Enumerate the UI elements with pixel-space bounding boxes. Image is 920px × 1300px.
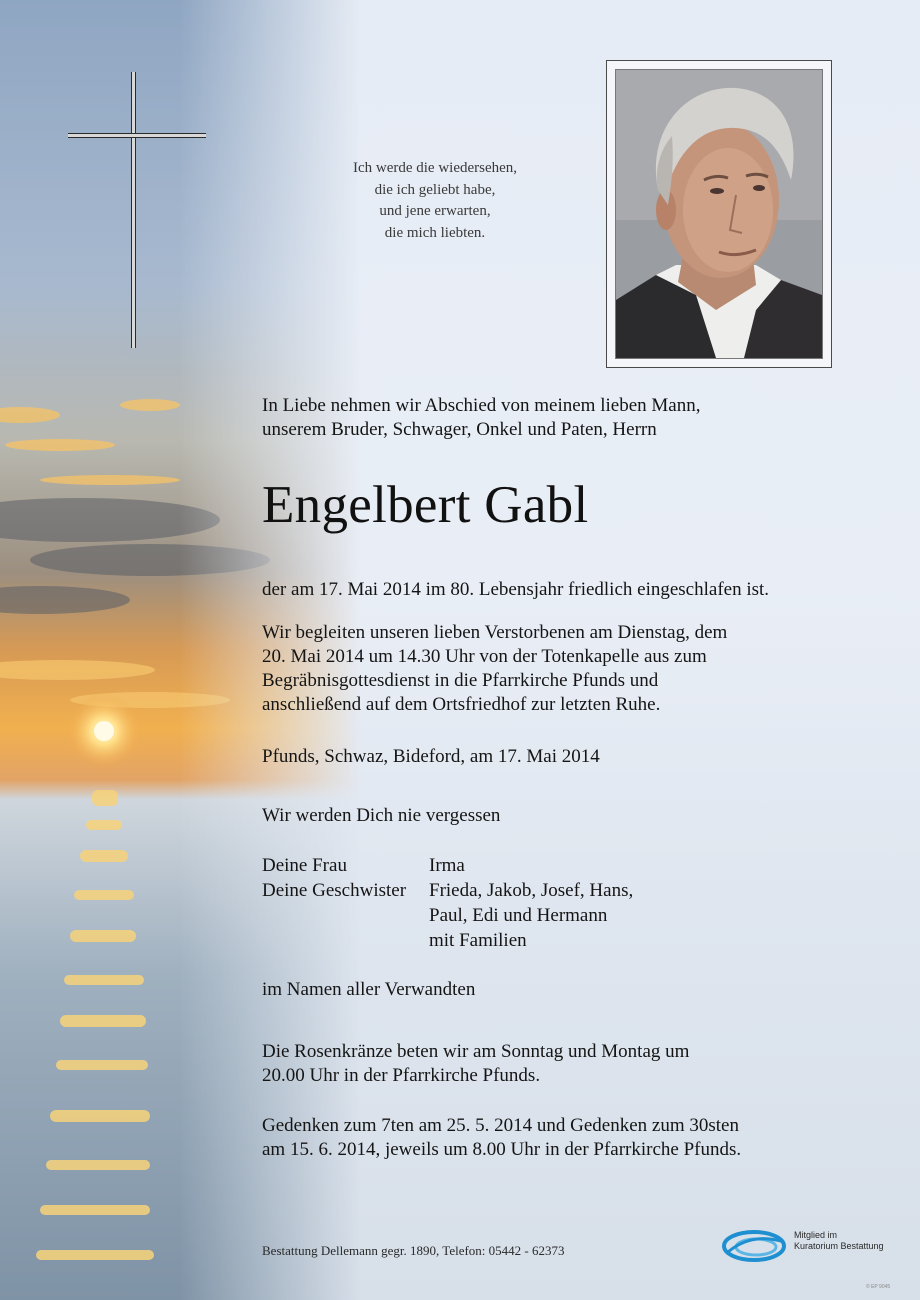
mourner-name-line: mit Familien [429, 930, 527, 951]
deceased-name: Engelbert Gabl [262, 476, 589, 534]
funeral-line: Begräbnisgottesdienst in die Pfarrkirche Pfunds und [262, 670, 659, 691]
never-forget: Wir werden Dich nie vergessen [262, 805, 501, 826]
mourner-names [429, 853, 729, 878]
intro-text [262, 394, 822, 442]
mourner-row [262, 878, 729, 953]
undertaker-footer: Bestattung Dellemann gegr. 1890, Telefon: 05442 - 62373 [262, 1243, 565, 1258]
mourner-relation: Deine Frau [262, 855, 347, 876]
funeral-details [262, 621, 822, 717]
portrait-photo [615, 69, 823, 359]
quote-line: die ich geliebt habe, [374, 181, 496, 198]
memorial-line: am 15. 6. 2014, jeweils um 8.00 Uhr in der Pfarrkirche Pfunds. [262, 1139, 742, 1160]
relatives-line: im Namen aller Verwandten [262, 979, 476, 1000]
intro-line: In Liebe nehmen wir Abschied von meinem lieben Mann, [262, 395, 701, 416]
quote-line: die mich liebten. [384, 224, 486, 241]
mourner-name-line: Irma [429, 855, 465, 876]
quote-line: und jene erwarten, [379, 203, 491, 219]
mourner-names [429, 878, 729, 953]
quote-line: Ich werde die wiedersehen, [352, 160, 518, 176]
cross-icon [68, 72, 206, 350]
kuratorium-logo-icon [722, 1226, 792, 1266]
membership-line: Mitglied im [794, 1230, 838, 1240]
mourners-list [262, 853, 729, 953]
intro-line: unserem Bruder, Schwager, Onkel und Paten, Herrn [262, 419, 657, 440]
membership-line: Kuratorium Bestattung [794, 1241, 884, 1251]
membership-text [794, 1230, 884, 1252]
place-date: Pfunds, Schwaz, Bideford, am 17. Mai 2014 [262, 746, 600, 767]
funeral-line: anschließend auf dem Ortsfriedhof zur letzten Ruhe. [262, 694, 661, 715]
portrait-frame [606, 60, 832, 368]
rosary-line: 20.00 Uhr in der Pfarrkirche Pfunds. [262, 1065, 541, 1086]
quote [320, 158, 550, 244]
funeral-line: 20. Mai 2014 um 14.30 Uhr von der Totenkapelle aus zum [262, 646, 707, 667]
rosary-info [262, 1040, 822, 1088]
memorial-line: Gedenken zum 7ten am 25. 5. 2014 und Gedenken zum 30sten [262, 1115, 739, 1136]
mourner-name-line: Frieda, Jakob, Josef, Hans, [429, 880, 634, 901]
memorial-info [262, 1114, 842, 1162]
mourner-name-line: Paul, Edi und Hermann [429, 905, 608, 926]
death-line: der am 17. Mai 2014 im 80. Lebensjahr friedlich eingeschlafen ist. [262, 579, 770, 600]
funeral-line: Wir begleiten unseren lieben Verstorbenen am Dienstag, dem [262, 622, 728, 643]
mourner-row [262, 853, 729, 878]
print-code: © EP 9045 [866, 1284, 891, 1290]
rosary-line: Die Rosenkränze beten wir am Sonntag und Montag um [262, 1041, 690, 1062]
mourner-relation: Deine Geschwister [262, 880, 407, 901]
